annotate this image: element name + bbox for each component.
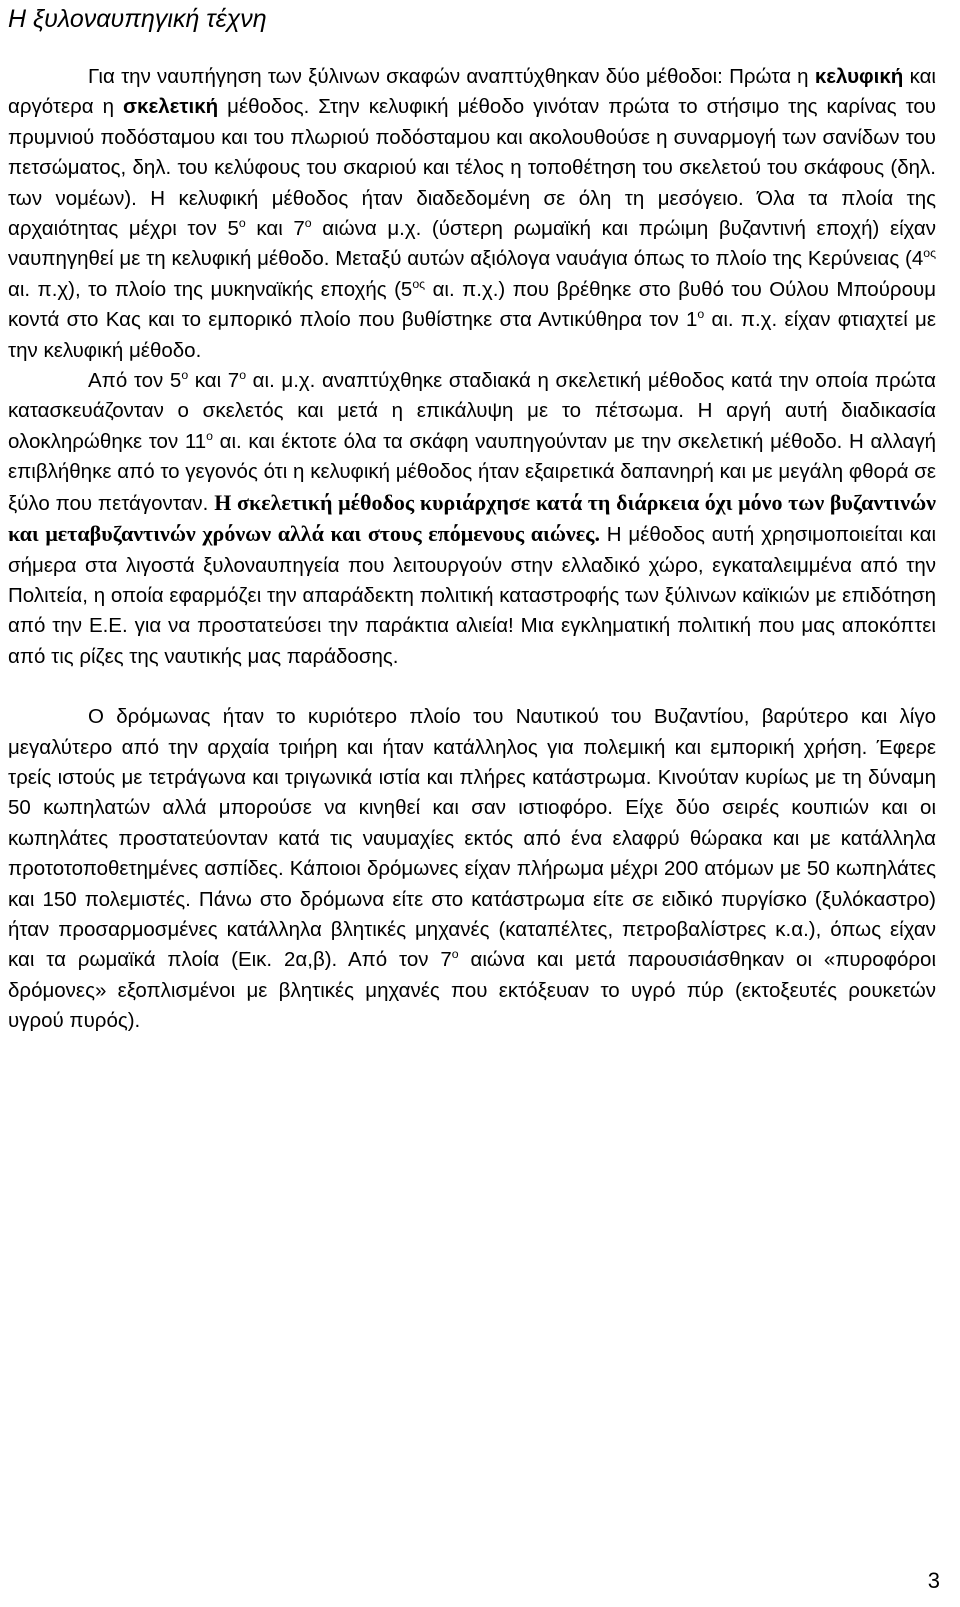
superscript: ος <box>923 246 936 261</box>
superscript: ο <box>697 307 705 322</box>
text-span: αι. π.χ.) που βρέθηκε στο βυθό του Ούλου Μπούρουμ κοντά στο Κας και το εμπορικό πλοίο που βυθίστηκε στα Αντικύθηρα τον 1 <box>8 277 937 332</box>
superscript: ο <box>451 947 459 962</box>
text-span: αι. και έκτοτε όλα τα σκάφη ναυπηγούνταν με την σκελετική μέθοδο. Η αλλαγή επιβλήθηκε από το γεγονός ότι η κελυφική μέθοδος ήταν εξαιρετικά δαπανηρή και με μεγάλη φθορά σε ξύλο που πετάγονταν. <box>8 429 936 515</box>
text-span: μέθοδος. Στην κελυφική μέθοδο γινόταν πρώτα το στήσιμο της καρίνας του πρυμνιού ποδόσταμου και του πλωριού ποδόσταμου και ακολουθούσε η συναρμογή των σανίδων του πετσώματος, δηλ. του κελύφους του σκαριού και τέλος η τοποθέτηση του σκελετού του σκάφους (δηλ. των νομέων). Η κελυφική μέθοδος ήταν διαδεδομένη σε όλη τη μεσόγειο. Όλα τα πλοία της αρχαιότητας μέχρι τον 5 <box>8 95 936 241</box>
text-span: αι. π.χ. είχαν φτιαχτεί με την κελυφική μέθοδο. <box>8 308 936 362</box>
text-span: και αργότερα η <box>8 65 936 119</box>
bold-statement: Η σκελετική μέθοδος κυριάρχησε κατά τη διάρκεια όχι μόνο των βυζαντινών και μεταβυζαντινών χρόνων αλλά και στους επόμενους αιώνες. <box>8 489 936 547</box>
text-span: αιώνα και μετά παρουσιάσθηκαν οι «πυροφόροι δρόμονες» εξοπλισμένοι με βλητικές μηχανές που εκτόξευαν το υγρό πύρ (εκτοξευτές ρουκετών υγρού πυρός). <box>8 948 937 1033</box>
paragraph-dromon <box>8 702 936 1036</box>
text-span: Ο δρόμωνας ήταν το κυριότερο πλοίο του Ναυτικού του Βυζαντίου, βαρύτερο και λίγο μεγαλύτερο από την αρχαία τριήρη και ήταν κατάλληλος για πολεμική και εμπορική χρήση. Έφερε τρείς ιστούς με τετράγωνα και τριγωνικά ιστία και πλήρες κατάστρωμα. Κινούταν κυρίως με τη δύναμη 50 κωπηλατών αλλά μπορούσε να κινηθεί και σαν ιστιοφόρο. Είχε δύο σειρές κουπιών και οι κωπηλάτες προστατεύονταν κατά τις ναυμαχίες εκτός από ένα ελαφρύ θώρακα και με κατάλληλα προτοτοποθετημένες ασπίδες. Κάποιοι δρόμωνες είχαν πλήρωμα μέχρι 200 ατόμων με 50 κωπηλάτες και 150 πολεμιστές. Πάνω στο δρόμωνα είτε στο κατάστρωμα είτε σε ειδικό πυργίσκο (ξυλόκαστρο) ήταν προσαρμοσμένες κατάλληλα βλητικές μηχανές (καταπέλτες, πετροβαλίστρες κ.α.), όπως είχαν και τα ρωμαϊκά πλοία (Εικ. 2α,β). Από τον 7 <box>8 705 936 972</box>
text-span: αι. π.χ), το πλοίο της μυκηναϊκής εποχής (5 <box>8 277 413 301</box>
superscript: ο <box>206 428 213 443</box>
superscript: ος <box>412 276 426 291</box>
bold-term-shell: κελυφική <box>814 65 904 88</box>
paragraph-methods <box>8 62 936 366</box>
page-number: 3 <box>927 1568 940 1593</box>
text-span: Η μέθοδος αυτή χρησιμοποιείται και σήμερα στα λιγοστά ξυλοναυπηγεία που λειτουργούν στην ελλαδικό χώρο, εγκαταλειμμένα από την Πολιτεία, η οποία εφαρμόζει την απαράδεκτη πολιτική καταστροφής των ξύλινων καϊκιών με επιδότηση από την Ε.Ε. για να προστατεύσει την παράκτια αλιεία! Μια εγκληματική πολιτική που μας αποκόπτει από τις ρίζες της ναυτικής μας παράδοσης. <box>8 523 937 668</box>
text-span: και 7 <box>194 369 240 393</box>
text-span: και 7 <box>256 217 305 241</box>
superscript: ο <box>181 368 189 383</box>
bold-term-skeleton: σκελετική <box>123 95 219 119</box>
body-text <box>8 62 936 1037</box>
text-span: αι. μ.χ. αναπτύχθηκε σταδιακά η σκελετική μέθοδος κατά την οποία πρώτα κατασκευάζονταν ο σκελετός και μετά η επικάλυψη με το πέτσωμα. Η αργή αυτή διαδικασία ολοκληρώθηκε τον 11 <box>8 369 936 453</box>
superscript: ο <box>238 216 246 231</box>
text-span: Από τον 5 <box>88 369 182 393</box>
text-span: Για την ναυπήγηση των ξύλινων σκαφών αναπτύχθηκαν δύο μέθοδοι: Πρώτα η <box>88 65 809 88</box>
text-span: αιώνα μ.χ. (ύστερη ρωμαϊκή και πρώιμη βυζαντινή εποχή) είχαν ναυπηγηθεί με τη κελυφική μέθοδο. Μεταξύ αυτών αξιόλογα ναυάγια όπως το πλοίο της Κερύνειας (4 <box>8 217 936 271</box>
page-title: Η ξυλοναυπηγική τέχνη <box>8 5 267 33</box>
superscript: ο <box>239 368 247 383</box>
superscript: ο <box>304 216 312 231</box>
paragraph-skeleton-method <box>8 366 936 672</box>
